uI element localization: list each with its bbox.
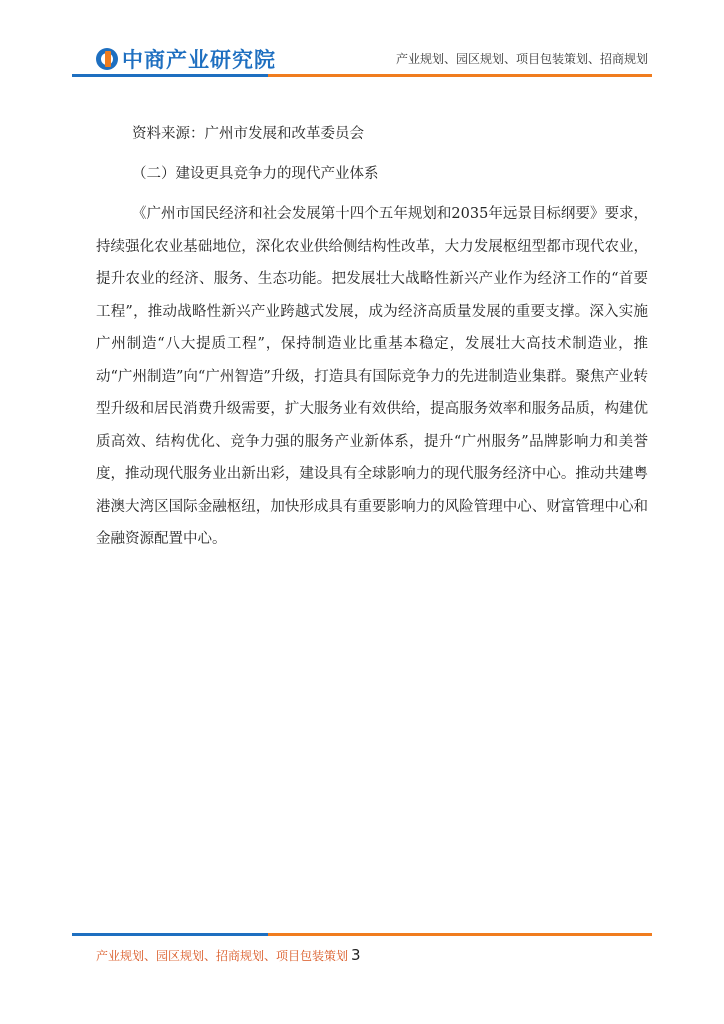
source-note: 资料来源：广州市发展和改革委员会 xyxy=(132,126,364,142)
page-footer xyxy=(96,946,361,964)
page-number: 3 xyxy=(351,946,361,964)
footer-rule-blue xyxy=(72,933,268,936)
logo-mark-icon xyxy=(96,48,118,70)
header-rule-orange xyxy=(268,74,652,77)
logo-text: 中商产业研究院 xyxy=(122,48,276,72)
header-tagline: 产业规划、园区规划、项目包装策划、招商规划 xyxy=(395,52,648,66)
footer-rule-orange xyxy=(268,933,652,936)
body-paragraph: 《广州市国民经济和社会发展第十四个五年规划和2035年远景目标纲要》要求，持续强化农业基础地位，深化农业供给侧结构性改革，大力发展枢纽型都市现代农业，提升农业的经济、服务、生态功能。把发展壮大战略性新兴产业作为经济工作的“首要工程”，推动战略性新兴产业跨越式发展，成为经济高质量发展的重要支撑。深入实施广州制造“八大提质工程”，保持制造业比重基本稳定，发展壮大高技术制造业，推动“广州制造”向“广州智造”升级，打造具有国际竞争力的先进制造业集群。聚焦产业转型升级和居民消费升级需要，扩大服务业有效供给，提高服务效率和服务品质，构建优质高效、结构优化、竞争力强的服务产业新体系，提升“广州服务”品牌影响力和美誉度，推动现代服务业出新出彩，建设具有全球影响力的现代服务经济中心。推动共建粤港澳大湾区国际金融枢纽，加快形成具有重要影响力的风险管理中心、财富管理中心和金融资源配置中心。 xyxy=(96,206,648,547)
company-logo xyxy=(96,44,276,74)
document-body xyxy=(96,124,648,556)
page-header xyxy=(0,0,724,80)
header-rule-blue xyxy=(72,74,268,77)
section-heading: （二）建设更具竞争力的现代产业体系 xyxy=(132,166,379,182)
footer-tagline: 产业规划、园区规划、招商规划、项目包装策划 xyxy=(96,949,349,963)
